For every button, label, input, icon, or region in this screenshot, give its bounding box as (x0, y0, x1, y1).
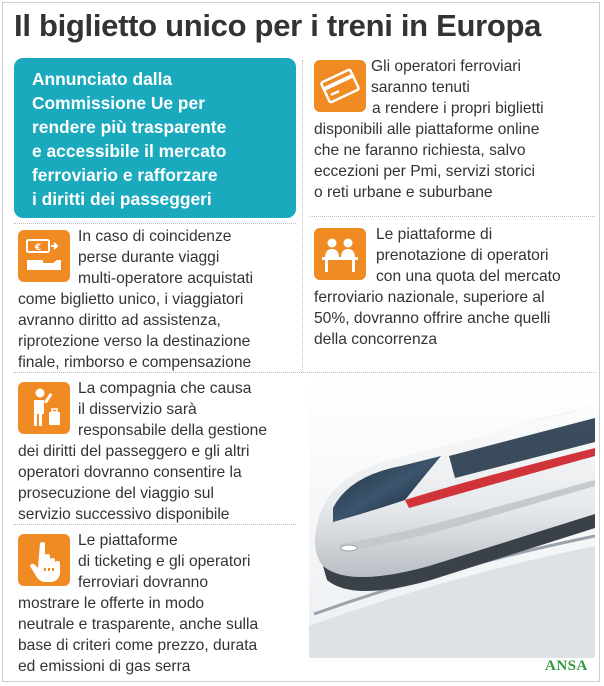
block-line: prosecuzione del viaggio sul (18, 485, 214, 502)
block-line: o reti urbane e suburbane (314, 184, 493, 201)
booking-desk-icon (314, 228, 366, 280)
block-connections-continued (18, 289, 251, 373)
block-line: ferroviario nazionale, superiore al (314, 289, 545, 306)
svg-text:€: € (34, 243, 42, 253)
block-responsibility (78, 378, 267, 441)
block-line: che ne faranno richiesta, salvo (314, 142, 526, 159)
hand-pointer-icon (18, 534, 70, 586)
callout-line: rendere più trasparente (32, 117, 227, 137)
block-line: Gli operatori ferroviari (371, 58, 521, 75)
block-booking (376, 224, 561, 287)
callout-line: i diritti dei passeggeri (32, 189, 212, 209)
block-line: finale, rimborso e compensazione (18, 354, 252, 371)
block-line: della concorrenza (314, 331, 438, 348)
block-booking-continued (314, 287, 550, 350)
block-line: In caso di coincidenze (78, 228, 232, 245)
callout-line: e accessibile il mercato (32, 141, 227, 161)
block-line: a rendere i propri biglietti (372, 100, 544, 117)
ansa-logo: ANSA (545, 658, 588, 674)
block-line: servizio successivo disponibile (18, 506, 230, 523)
block-line: ed emissioni di gas serra (18, 658, 191, 675)
block-line: base di criteri come prezzo, durata (18, 637, 258, 654)
block-line: il disservizio sarà (78, 401, 197, 418)
high-speed-train-image (309, 376, 595, 658)
page-title: Il biglietto unico per i treni in Europa (14, 8, 542, 43)
callout-line: Annunciato dalla (32, 69, 173, 89)
block-line: eccezioni per Pmi, servizi storici (314, 163, 535, 180)
block-line: perse durante viaggi (78, 249, 220, 266)
block-line: con una quota del mercato (376, 268, 561, 285)
block-line: neutrale e trasparente, anche sulla (18, 616, 259, 633)
callout-line: Commissione Ue per (32, 93, 205, 113)
block-line: saranno tenuti (371, 79, 470, 96)
passenger-luggage-icon (18, 382, 70, 434)
compensation-icon (18, 230, 70, 282)
block-line: multi-operatore acquistati (78, 270, 254, 287)
block-line: disponibili alle piattaforme online (314, 121, 540, 138)
block-operators-continued (314, 98, 544, 203)
block-line: responsabile della gestione (78, 422, 267, 439)
block-line: operatori dovranno consentire la (18, 464, 242, 481)
block-operators (371, 56, 521, 98)
block-line: Le piattaforme di (376, 226, 493, 243)
block-ticketing-continued (18, 593, 258, 677)
block-line: avranno diritto ad assistenza, (18, 312, 221, 329)
block-ticketing (78, 530, 251, 593)
block-responsibility-continued (18, 441, 249, 525)
block-line: come biglietto unico, i viaggiatori (18, 291, 244, 308)
block-line: riprotezione verso la destinazione (18, 333, 251, 350)
row-divider (14, 223, 296, 224)
row-divider (310, 216, 595, 217)
block-line: Le piattaforme (78, 532, 178, 549)
intro-callout (14, 58, 296, 218)
block-line: di ticketing e gli operatori (78, 553, 251, 570)
block-line: 50%, dovranno offrire anche quelli (314, 310, 551, 327)
column-divider (302, 60, 303, 372)
block-line: dei diritti del passeggero e gli altri (18, 443, 250, 460)
block-line: mostrare le offerte in modo (18, 595, 205, 612)
block-line: La compagnia che causa (78, 380, 252, 397)
block-line: ferroviari dovranno (78, 574, 209, 591)
block-connections (78, 226, 253, 289)
block-line: prenotazione di operatori (376, 247, 549, 264)
callout-line: ferroviario e rafforzare (32, 165, 218, 185)
